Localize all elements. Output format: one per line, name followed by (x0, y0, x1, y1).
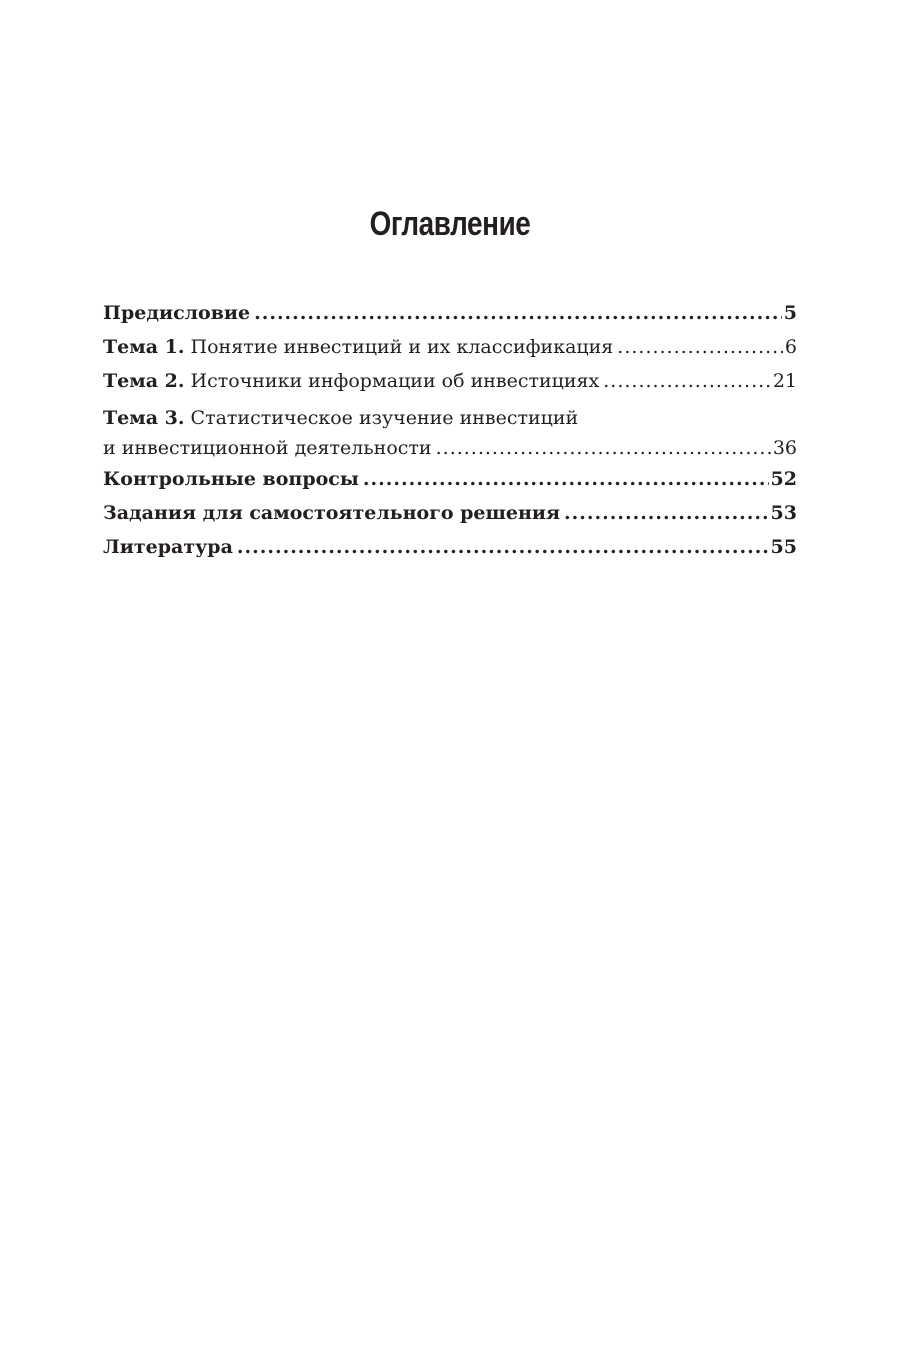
toc-label: Понятие инвестиций и их классификация (190, 336, 614, 358)
dot-leader (363, 462, 769, 496)
toc-topic-prefix: Тема 2. (103, 370, 185, 392)
toc-label: Контрольные вопросы (103, 468, 359, 490)
dot-leader (237, 530, 769, 564)
toc-entry-topic-2[interactable] (103, 364, 797, 398)
dot-leader (617, 330, 783, 364)
toc-entry-preface[interactable] (103, 296, 797, 330)
toc-label: Литература (103, 536, 233, 558)
page-title: Оглавление (369, 205, 531, 243)
toc-page-number: 55 (770, 536, 797, 558)
toc-label: Предисловие (103, 302, 251, 324)
dot-leader (436, 434, 771, 462)
toc-page-number: 5 (783, 302, 797, 324)
toc-page-number: 6 (784, 336, 797, 358)
toc-label: Задания для самостоятельного решения (103, 502, 561, 524)
toc-topic-prefix: Тема 1. (103, 336, 185, 358)
toc-label-line-1: Статистическое изучение инвестиций (190, 407, 579, 429)
dot-leader (254, 296, 782, 330)
toc-entry-questions[interactable] (103, 462, 797, 496)
dot-leader (603, 364, 771, 398)
toc-label: Источники информации об инвестициях (190, 370, 600, 392)
toc-entry-tasks[interactable] (103, 496, 797, 530)
dot-leader (564, 496, 769, 530)
toc-page-number: 36 (772, 437, 797, 459)
toc-page-number: 21 (772, 370, 797, 392)
toc-page-number: 52 (770, 468, 797, 490)
toc-entry-topic-3[interactable] (103, 402, 797, 462)
toc-page-number: 53 (770, 502, 797, 524)
table-of-contents (103, 296, 797, 564)
toc-entry-literature[interactable] (103, 530, 797, 564)
toc-label-line-2: и инвестиционной деятельности (103, 437, 432, 459)
toc-entry-topic-1[interactable] (103, 330, 797, 364)
toc-topic-prefix: Тема 3. (103, 407, 185, 429)
